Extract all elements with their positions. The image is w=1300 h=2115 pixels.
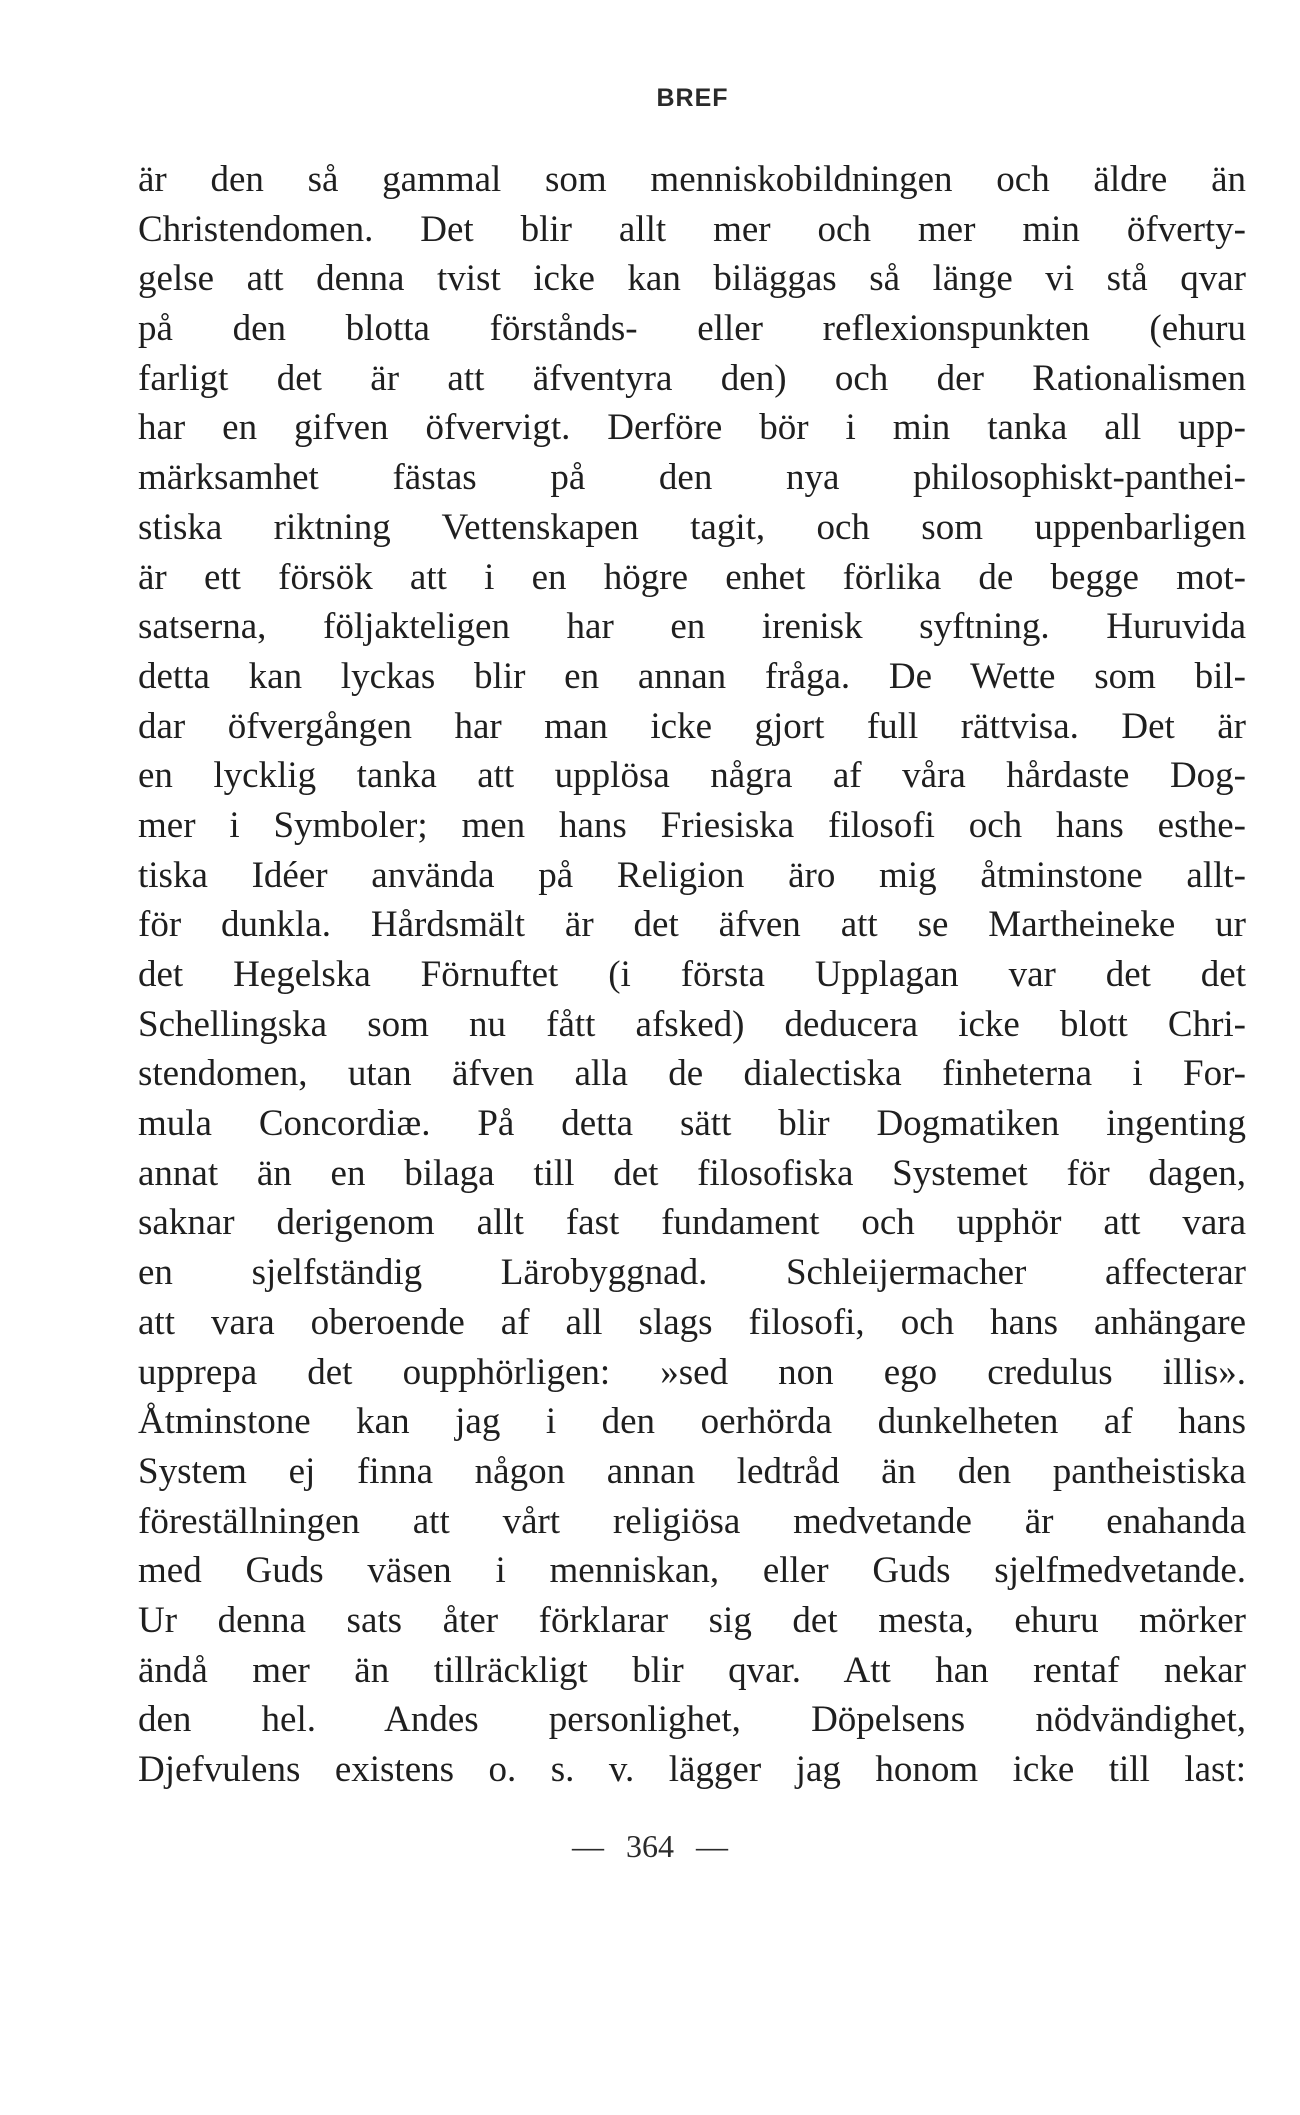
text-line: tiska Idéer använda på Religion äro mig åtminstone allt-: [138, 854, 1246, 896]
text-line: märksamhet fästas på den nya philosophiskt-panthei-: [138, 457, 1246, 499]
text-line: farligt det är att äfventyra den) och der Rationalismen: [138, 357, 1246, 399]
text-line: mer i Symboler; men hans Friesiska filosofi och hans esthe-: [138, 804, 1246, 846]
text-line: detta kan lyckas blir en annan fråga. De Wette som bil-: [138, 655, 1246, 697]
text-line: upprepa det oupphörligen: »sed non ego credulus illis».: [138, 1351, 1246, 1393]
page-number-footer: [0, 1828, 1300, 1865]
text-line: annat än en bilaga till det filosofiska Systemet för dagen,: [138, 1152, 1246, 1194]
text-line: en sjelfständig Lärobyggnad. Schleijermacher affecterar: [138, 1252, 1246, 1294]
text-line: stendomen, utan äfven alla de dialectiska finheterna i For-: [138, 1053, 1246, 1095]
text-line: gelse att denna tvist icke kan biläggas så länge vi stå qvar: [138, 258, 1246, 300]
page-number: 364: [626, 1828, 674, 1864]
text-line: Ur denna sats åter förklarar sig det mesta, ehuru mörker: [138, 1599, 1246, 1641]
text-line: för dunkla. Hårdsmält är det äfven att se Martheineke ur: [138, 904, 1246, 946]
folio-dash-right: —: [696, 1828, 728, 1864]
text-line: mula Concordiæ. På detta sätt blir Dogmatiken ingenting: [138, 1103, 1246, 1145]
text-line: är den så gammal som menniskobildningen och äldre än: [138, 159, 1246, 200]
text-line: Djefvulens existens o. s. v. lägger jag honom icke till last:: [138, 1749, 1246, 1790]
text-line: Schellingska som nu fått afsked) deducera icke blott Chri-: [138, 1003, 1246, 1045]
text-line: med Guds väsen i menniskan, eller Guds sjelfmedvetande.: [138, 1550, 1246, 1592]
text-line: att vara oberoende af all slags filosofi, och hans anhängare: [138, 1301, 1246, 1343]
text-line: saknar derigenom allt fast fundament och upphör att vara: [138, 1202, 1246, 1244]
text-line: är ett försök att i en högre enhet förlika de begge mot-: [138, 556, 1246, 598]
body-text: [138, 155, 1246, 1795]
text-line: föreställningen att vårt religiösa medvetande är enahanda: [138, 1500, 1246, 1542]
text-line: stiska riktning Vettenskapen tagit, och som uppenbarligen: [138, 506, 1246, 548]
text-line: på den blotta förstånds- eller reflexionspunkten (ehuru: [138, 308, 1246, 350]
text-line: satserna, följakteligen har en irenisk syftning. Huruvida: [138, 606, 1246, 648]
text-line: har en gifven öfvervigt. Derföre bör i min tanka all upp-: [138, 407, 1246, 449]
text-line: System ej finna någon annan ledtråd än den pantheistiska: [138, 1450, 1246, 1492]
text-line: dar öfvergången har man icke gjort full rättvisa. Det är: [138, 705, 1246, 747]
text-line: ändå mer än tillräckligt blir qvar. Att han rentaf nekar: [138, 1649, 1246, 1691]
running-head: BREF: [656, 84, 729, 112]
text-line: Christendomen. Det blir allt mer och mer min öfverty-: [138, 208, 1246, 250]
text-line: Åtminstone kan jag i den oerhörda dunkelheten af hans: [138, 1401, 1246, 1443]
folio-dash-left: —: [572, 1828, 604, 1864]
text-line: det Hegelska Förnuftet (i första Upplagan var det det: [138, 954, 1246, 995]
text-line: en lycklig tanka att upplösa några af våra hårdaste Dog-: [138, 755, 1246, 797]
text-line: den hel. Andes personlighet, Döpelsens nödvändighet,: [138, 1699, 1246, 1741]
